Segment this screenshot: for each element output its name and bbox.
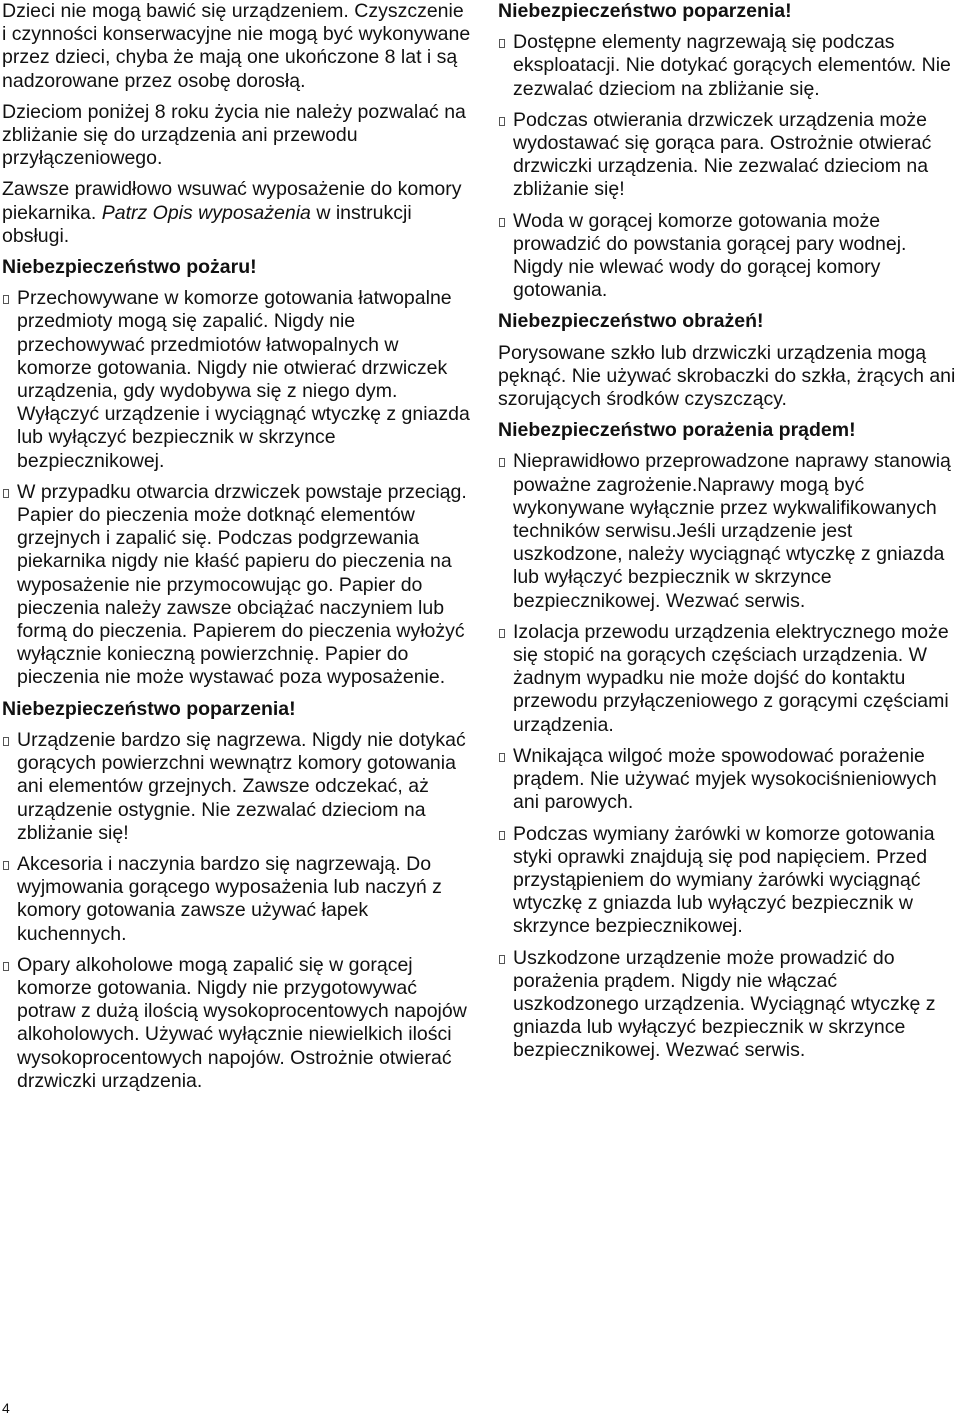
list-item-text: Wnikająca wilgoć może spowodować porażenie prądem. Nie używać myjek wysokociśnieniowych ani parowych. xyxy=(513,744,937,814)
bullet-icon xyxy=(499,955,505,964)
list-item xyxy=(2,287,472,473)
fire-heading: Niebezpieczeństwo pożaru! xyxy=(2,256,257,279)
bullet-icon xyxy=(499,458,505,467)
list-item xyxy=(498,109,960,202)
bullet-icon xyxy=(3,489,9,498)
list-item xyxy=(498,450,960,612)
list-item-text: Izolacja przewodu urządzenia elektrycznego może się stopić na gorących częściach urządzenia. W żadnym wypadku nie może dojść do kontaktu przewodu przyłączeniowego z gorącymi częściami urządzenia. xyxy=(513,620,949,736)
bullet-icon xyxy=(3,962,9,971)
right-column xyxy=(498,0,960,1071)
list-item xyxy=(498,823,960,939)
bullet-icon xyxy=(499,753,505,762)
list-item xyxy=(2,954,472,1093)
list-item-text: Nieprawidłowo przeprowadzone naprawy stanowią poważne zagrożenie.Naprawy mogą być wykonywane wyłącznie przez wykwalifikowanych techników serwisu.Jeśli urządzenie jest uszkodzone, należy wyciągnąć wtyczkę z gniazda lub wyłączyć bezpiecznik w skrzynce bezpiecznikowej. Wezwać serwis. xyxy=(513,450,951,612)
list-item-text: W przypadku otwarcia drzwiczek powstaje przeciąg. Papier do pieczenia może dotknąć elementów grzejnych i zapalić się. Podczas podgrzewania piekarnika nigdy nie kłaść papieru do pieczenia na wyposażenie nie przymocowując go. Papier do pieczenia należy zawsze obciążać naczyniem lub formą do pieczenia. Papierem do pieczenia wyłożyć wyłącznie konieczną powierzchnię. Papier do pieczenia nie może wystawać poza wyposażenie. xyxy=(17,480,467,689)
bullet-icon xyxy=(3,295,9,304)
list-item xyxy=(498,210,960,303)
list-item-text: Urządzenie bardzo się nagrzewa. Nigdy nie dotykać gorących powierzchni wewnątrz komory gotowania ani elementów grzejnych. Zawsze odczekać, aż urządzenie ostygnie. Nie zezwalać dzieciom na zbliżanie się! xyxy=(17,728,466,844)
injury-paragraph: Porysowane szkło lub drzwiczki urządzenia mogą pęknąć. Nie używać skrobaczki do szkła, żrących ani szorujących środków czyszczący. xyxy=(498,341,956,411)
bullet-icon xyxy=(499,831,505,840)
list-item xyxy=(498,947,960,1063)
bullet-icon xyxy=(3,861,9,870)
list-item-text: Woda w gorącej komorze gotowania może prowadzić do powstania gorącej pary wodnej. Nigdy nie wlewać wody do gorącej komory gotowania. xyxy=(513,209,907,302)
list-item-text: Uszkodzone urządzenie może prowadzić do porażenia prądem. Nigdy nie włączać uszkodzonego urządzenia. Wyciągnąć wtyczkę z gniazda lub wyłączyć bezpiecznik w skrzynce bezpiecznikowej. Wezwać serwis. xyxy=(513,946,936,1062)
accessories-reference: Patrz Opis wyposażenia xyxy=(101,201,311,224)
list-item-text: Opary alkoholowe mogą zapalić się w gorącej komorze gotowania. Nigdy nie przygotowywać potraw z dużą ilością wysokoprocentowych napojów alkoholowych. Używać wyłącznie niewielkich ilości wysokoprocentowych napojów. Ostrożnie otwierać drzwiczki urządzenia. xyxy=(17,953,467,1092)
list-item xyxy=(2,481,472,690)
intro-paragraph-accessories xyxy=(2,178,472,248)
list-item-text: Podczas wymiany żarówki w komorze gotowania styki oprawki znajdują się pod napięciem. Przed przystąpieniem do wymiany żarówki wyciągnąć wtyczkę z gniazda lub wyłączyć bezpiecznik w skrzynce bezpiecznikowej. xyxy=(513,822,935,938)
bullet-icon xyxy=(499,218,505,227)
bullet-icon xyxy=(499,629,505,638)
intro-paragraph-children: Dzieci nie mogą bawić się urządzeniem. Czyszczenie i czynności konserwacyjne nie mogą być wykonywane przez dzieci, chyba że mają one ukończone 8 lat i są nadzorowane przez osobę dorosłą. xyxy=(2,0,471,92)
list-item-text: Przechowywane w komorze gotowania łatwopalne przedmioty mogą się zapalić. Nigdy nie przechowywać przedmiotów łatwopalnych w komorze gotowania. Nigdy nie otwierać drzwiczek urządzenia, gdy wydobywa się z niego dym. Wyłączyć urządzenie i wyciągnąć wtyczkę z gniazda lub wyłączyć bezpiecznik w skrzynce bezpiecznikowej. xyxy=(17,287,470,472)
shock-heading: Niebezpieczeństwo porażenia prądem! xyxy=(498,419,856,442)
injury-heading: Niebezpieczeństwo obrażeń! xyxy=(498,310,764,333)
list-item xyxy=(498,621,960,737)
list-item xyxy=(2,853,472,946)
list-item xyxy=(498,31,960,101)
bullet-icon xyxy=(3,737,9,746)
left-column xyxy=(2,0,472,1101)
page-number: 4 xyxy=(2,1400,10,1416)
list-item xyxy=(2,729,472,845)
burn-heading: Niebezpieczeństwo poparzenia! xyxy=(2,697,296,720)
accessories-text-end: w instrukcji obsługi. xyxy=(2,201,412,247)
list-item-text: Akcesoria i naczynia bardzo się nagrzewają. Do wyjmowania gorącego wyposażenia lub naczyń z komory gotowania zawsze używać łapek kuchennych. xyxy=(17,852,442,945)
intro-paragraph-under-8: Dzieciom poniżej 8 roku życia nie należy pozwalać na zbliżanie się do urządzenia ani przewodu przyłączeniowego. xyxy=(2,100,466,170)
list-item xyxy=(498,745,960,815)
accessories-text: Zawsze prawidłowo wsuwać wyposażenie do komory piekarnika. xyxy=(2,178,462,224)
list-item-text: Podczas otwierania drzwiczek urządzenia może wydostawać się gorąca para. Ostrożnie otwierać drzwiczki urządzenia. Nie zezwalać dzieciom na zbliżanie się! xyxy=(513,108,932,201)
burn-heading-continued: Niebezpieczeństwo poparzenia! xyxy=(498,0,792,22)
bullet-icon xyxy=(499,39,505,48)
bullet-icon xyxy=(499,117,505,126)
list-item-text: Dostępne elementy nagrzewają się podczas eksploatacji. Nie dotykać gorących elementów. Nie zezwalać dzieciom na zbliżanie się. xyxy=(513,31,951,100)
